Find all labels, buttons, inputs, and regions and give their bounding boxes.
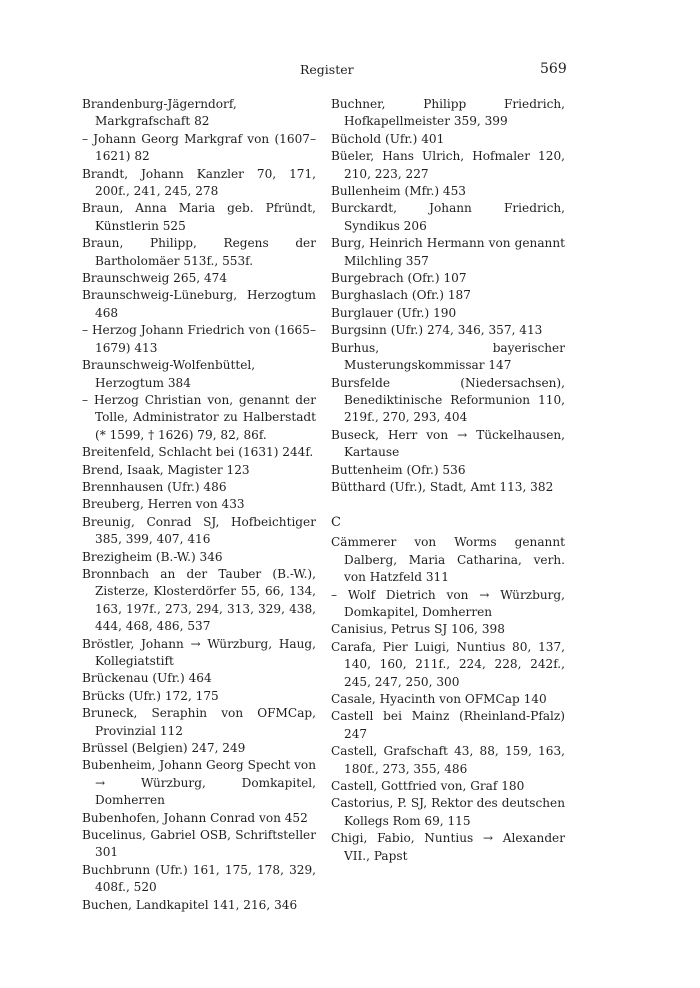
index-entry: Burgebrach (Ofr.) 107 bbox=[331, 271, 467, 286]
index-entry: Brezigheim (B.-W.) 346 bbox=[82, 549, 223, 564]
index-entry: Bursfelde (Niedersachsen), Benediktinische Reformunion 110, 219f., 270, 293, 404 bbox=[331, 375, 565, 425]
page-number: 569 bbox=[540, 61, 567, 77]
index-entry: Büeler, Hans Ulrich, Hofmaler 120, 210, 223, 227 bbox=[331, 149, 565, 181]
index-entry: – Herzog Johann Friedrich von (1665–1679) 413 bbox=[82, 323, 316, 355]
index-entry: Braunschweig-Wolfenbüttel, Herzogtum 384 bbox=[82, 358, 256, 390]
index-entry: Bullenheim (Mfr.) 453 bbox=[331, 184, 467, 199]
index-entry: Casale, Hyacinth von OFMCap 140 bbox=[331, 692, 547, 706]
index-entry: Bütthard (Ufr.), Stadt, Amt 113, 382 bbox=[331, 479, 554, 494]
index-entry: Brandenburg-Jägerndorf, Markgrafschaft 82 bbox=[82, 97, 237, 129]
index-entry: Buchbrunn (Ufr.) 161, 175, 178, 329, 408f., 520 bbox=[82, 862, 316, 895]
index-entry: Braunschweig-Lüneburg, Herzogtum 468 bbox=[82, 288, 316, 320]
index-column-right bbox=[331, 96, 565, 865]
index-section-c bbox=[331, 534, 565, 865]
index-entry: Carafa, Pier Luigi, Nuntius 80, 137, 140, 160, 211f., 224, 228, 242f., 245, 247, 250, 300 bbox=[331, 639, 565, 689]
index-entry: Burg, Heinrich Hermann von genannt Milchling 357 bbox=[331, 236, 565, 268]
index-entry: Burckardt, Johann Friedrich, Syndikus 206 bbox=[331, 201, 565, 233]
index-entry: Burghaslach (Ofr.) 187 bbox=[331, 288, 471, 303]
index-entry: Braun, Philipp, Regens der Bartholomäer 513f., 553f. bbox=[82, 236, 316, 268]
index-entry: Brennhausen (Ufr.) 486 bbox=[82, 479, 227, 494]
index-entry: Burglauer (Ufr.) 190 bbox=[331, 305, 457, 320]
index-entry: Buttenheim (Ofr.) 536 bbox=[331, 462, 466, 477]
index-entry: Burhus, bayerischer Musterungskommissar 147 bbox=[331, 340, 565, 373]
index-entry: Bubenhofen, Johann Conrad von 452 bbox=[82, 810, 308, 825]
index-entry: – Herzog Christian von, genannt der Tolle, Administrator zu Halberstadt (* 1599, † 1626) 79, 82, 86f. bbox=[82, 392, 316, 442]
index-entry: Buchner, Philipp Friedrich, Hofkapellmeister 359, 399 bbox=[331, 97, 565, 129]
index-entry: Castell, Grafschaft 43, 88, 159, 163, 180f., 273, 355, 486 bbox=[331, 744, 565, 776]
index-section-b bbox=[331, 96, 565, 496]
index-entry: Canisius, Petrus SJ 106, 398 bbox=[331, 622, 505, 637]
index-entry: Bröstler, Johann → Würzburg, Haug, Kollegiatstift bbox=[82, 636, 316, 668]
section-letter-heading: C bbox=[331, 515, 341, 531]
index-entry: Breunig, Conrad SJ, Hofbeichtiger 385, 399, 407, 416 bbox=[82, 514, 316, 547]
index-entry: Burgsinn (Ufr.) 274, 346, 357, 413 bbox=[331, 323, 543, 338]
index-entry: – Wolf Dietrich von → Würzburg, Domkapitel, Domherren bbox=[331, 587, 565, 619]
index-entry: Braunschweig 265, 474 bbox=[82, 271, 228, 286]
index-entry: Brückenau (Ufr.) 464 bbox=[82, 671, 212, 686]
index-entry: Brend, Isaak, Magister 123 bbox=[82, 462, 250, 477]
index-entry: – Johann Georg Markgraf von (1607–1621) 82 bbox=[82, 131, 316, 164]
index-entry: Breuberg, Herren von 433 bbox=[82, 497, 245, 512]
index-entry: Büchold (Ufr.) 401 bbox=[331, 131, 445, 146]
index-entry: Castorius, P. SJ, Rektor des deutschen Kollegs Rom 69, 115 bbox=[331, 796, 565, 828]
index-entry: Bubenheim, Johann Georg Specht von → Würzburg, Domkapitel, Domherren bbox=[82, 758, 316, 808]
index-entry: Castell bei Mainz (Rheinland-Pfalz) 247 bbox=[331, 709, 565, 741]
index-entry: Bruneck, Seraphin von OFMCap, Provinzial 112 bbox=[82, 706, 316, 738]
index-entry: Castell, Gottfried von, Graf 180 bbox=[331, 779, 525, 794]
index-entry: Brücks (Ufr.) 172, 175 bbox=[82, 688, 219, 703]
index-entry: Bucelinus, Gabriel OSB, Schriftsteller 301 bbox=[82, 828, 316, 860]
index-entry: Brüssel (Belgien) 247, 249 bbox=[82, 741, 246, 756]
index-entry: Braun, Anna Maria geb. Pfründt, Künstlerin 525 bbox=[82, 201, 316, 233]
index-entry: Buchen, Landkapitel 141, 216, 346 bbox=[82, 897, 298, 912]
index-column-left bbox=[82, 96, 316, 914]
index-entry: Brandt, Johann Kanzler 70, 171, 200f., 241, 245, 278 bbox=[82, 166, 316, 199]
running-title: Register bbox=[300, 62, 354, 77]
index-entry: Chigi, Fabio, Nuntius → Alexander VII., Papst bbox=[331, 831, 565, 863]
index-entry: Bronnbach an der Tauber (B.-W.), Zisterze, Klosterdörfer 55, 66, 134, 163, 197f., 273, 294, 313, 329, 438, 444, 468, 486, 537 bbox=[82, 566, 316, 634]
index-entry: Buseck, Herr von → Tückelhausen, Kartause bbox=[331, 427, 565, 460]
running-head bbox=[0, 62, 700, 80]
index-entry: Cämmerer von Worms genannt Dalberg, Maria Catharina, verh. von Hatzfeld 311 bbox=[331, 535, 565, 585]
index-entry: Breitenfeld, Schlacht bei (1631) 244f. bbox=[82, 445, 314, 460]
